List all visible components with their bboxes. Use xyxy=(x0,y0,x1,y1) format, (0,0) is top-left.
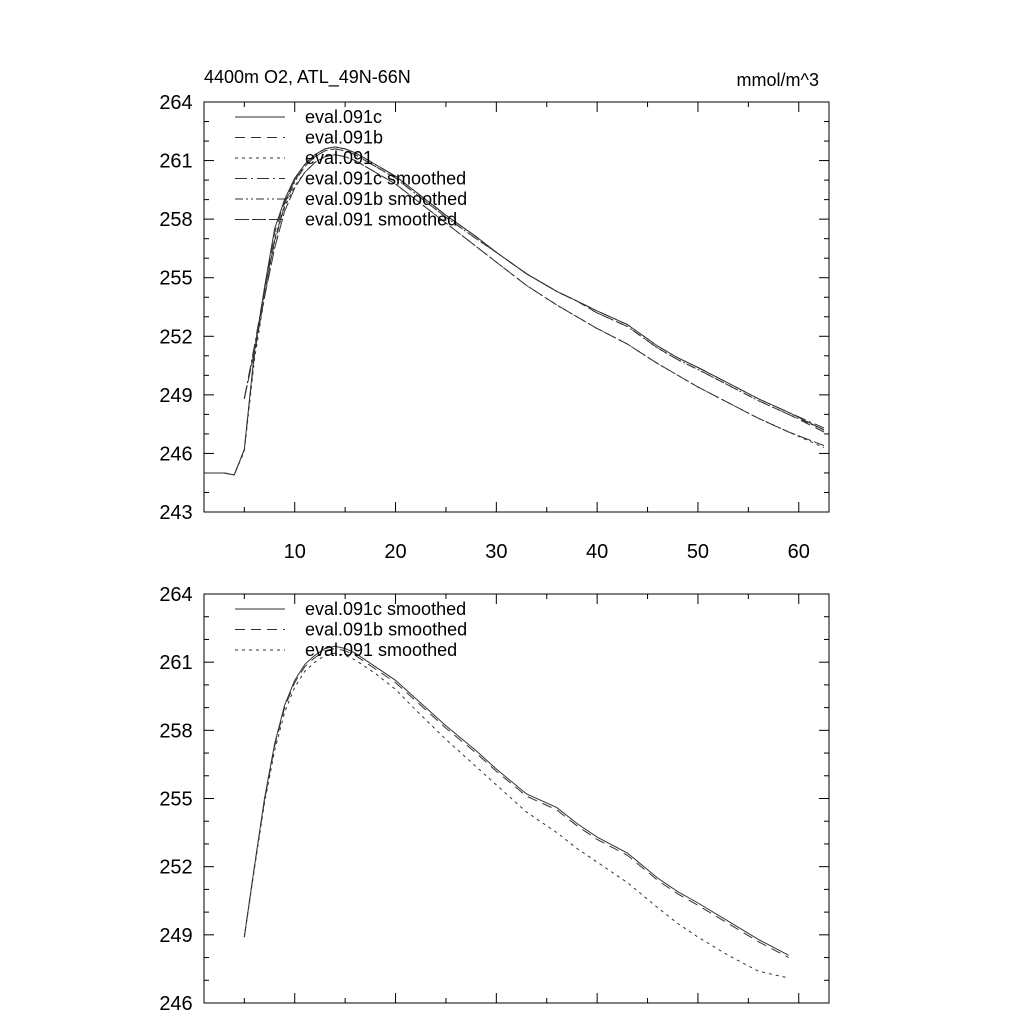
units-label: mmol/m^3 xyxy=(736,70,819,90)
legend-label: eval.091c smoothed xyxy=(305,599,467,619)
y-tick-label: 246 xyxy=(159,443,193,466)
chart-panel-top xyxy=(159,92,829,563)
legend-label: eval.091c xyxy=(305,107,383,127)
y-tick-label: 249 xyxy=(159,384,193,407)
legend-label: eval.091 smoothed xyxy=(305,640,458,660)
legend-label: eval.091c smoothed xyxy=(305,168,467,189)
y-tick-label: 252 xyxy=(159,326,193,349)
x-tick-label: 50 xyxy=(686,541,710,563)
y-tick-label: 243 xyxy=(159,502,193,524)
x-tick-label: 60 xyxy=(787,541,810,563)
legend-label: eval.091 xyxy=(305,148,374,168)
y-tick-label: 246 xyxy=(159,993,193,1015)
legend-label: eval.091b smoothed xyxy=(305,189,468,209)
series-line-eval-091c xyxy=(204,147,824,475)
plot-frame xyxy=(204,594,829,1003)
plot-frame xyxy=(204,102,829,512)
legend-label: eval.091b smoothed xyxy=(305,619,468,640)
series-line-eval-091 xyxy=(204,155,824,475)
x-tick-label: 40 xyxy=(586,541,609,563)
y-tick-label: 255 xyxy=(159,788,193,811)
y-tick-label: 249 xyxy=(159,924,193,947)
x-tick-label: 30 xyxy=(485,541,508,563)
series-line-eval-091-smoothed xyxy=(244,653,788,978)
chart-panel-bottom xyxy=(159,584,829,1015)
y-tick-label: 261 xyxy=(159,652,193,675)
series-line-eval-091b xyxy=(204,149,824,475)
y-tick-label: 252 xyxy=(159,856,193,879)
y-tick-label: 264 xyxy=(159,92,193,114)
y-tick-label: 255 xyxy=(159,267,193,290)
y-tick-label: 258 xyxy=(159,209,193,232)
legend-label: eval.091 smoothed xyxy=(305,209,458,230)
x-tick-label: 20 xyxy=(384,541,407,563)
y-tick-label: 261 xyxy=(159,150,193,173)
x-tick-label: 10 xyxy=(283,541,306,563)
y-tick-label: 258 xyxy=(159,720,193,743)
figure-title: 4400m O2, ATL_49N-66N xyxy=(204,67,411,87)
series-line-eval-091c-smoothed xyxy=(244,646,788,955)
y-tick-label: 264 xyxy=(159,584,193,606)
legend-label: eval.091b xyxy=(305,127,384,148)
